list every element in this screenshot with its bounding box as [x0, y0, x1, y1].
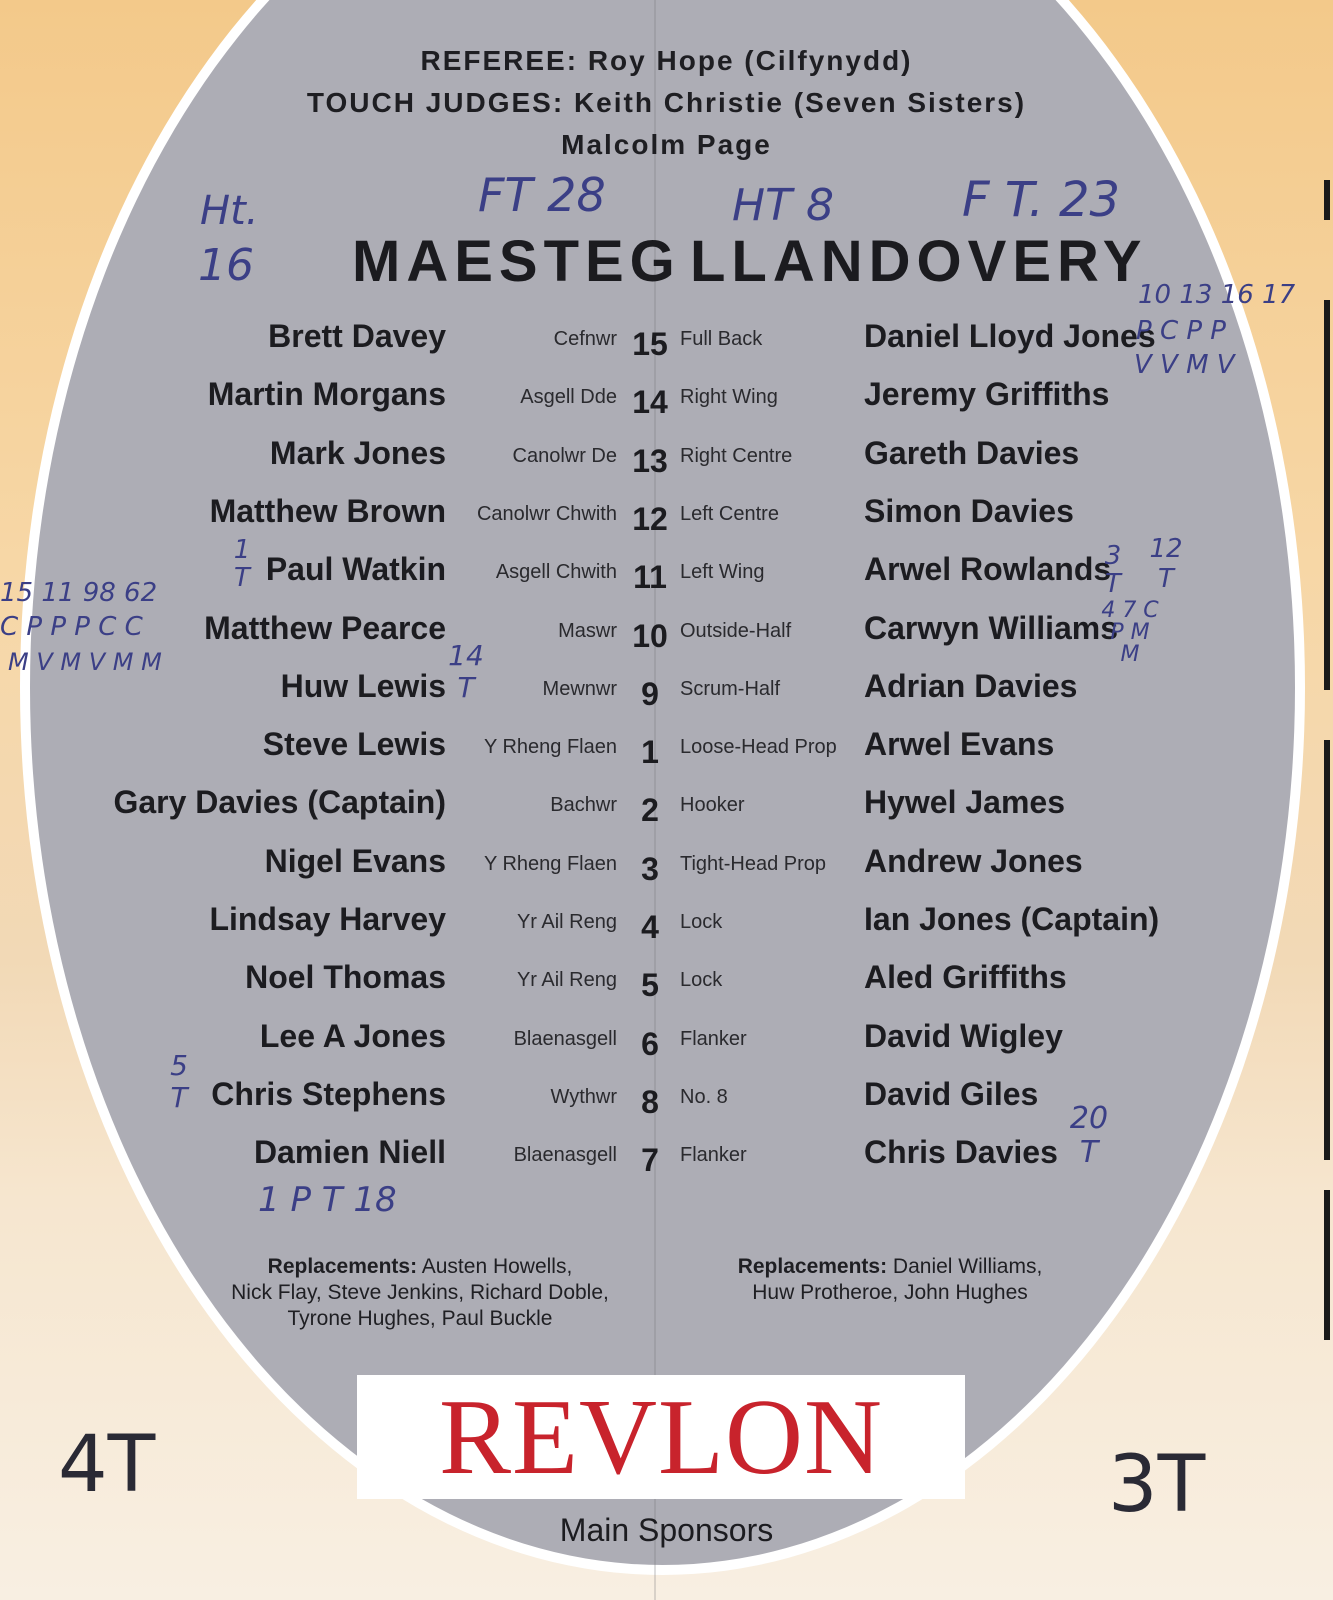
english-position: Right Centre	[680, 444, 793, 467]
handwritten-home-scoring-marks: M V M V M M	[8, 648, 162, 676]
home-player-name: Matthew Pearce	[204, 609, 446, 646]
away-player-name: Arwel Rowlands	[864, 551, 1112, 588]
home-player-name: Noel Thomas	[245, 959, 446, 996]
home-player-name: Damien Niell	[253, 1134, 446, 1171]
shirt-number: 2	[641, 792, 659, 829]
english-position: Scrum-Half	[680, 677, 781, 700]
lineup-row	[0, 376, 1333, 434]
away-player-name: Arwel Evans	[864, 726, 1055, 763]
welsh-position: Blaenasgell	[513, 1144, 617, 1167]
welsh-position: Yr Ail Reng	[516, 969, 617, 992]
home-player-name: Nigel Evans	[264, 842, 446, 879]
english-position: Full Back	[680, 328, 763, 350]
english-position: Left Wing	[680, 561, 765, 584]
handwritten-chris-davies-try: 20 T	[1069, 1101, 1109, 1170]
away-player-name: Simon Davies	[864, 492, 1074, 529]
sponsor-logo: REVLON	[439, 1378, 883, 1497]
home-player-name: Paul Watkin	[265, 551, 446, 588]
away-replacements	[690, 1254, 1090, 1306]
english-position: Lock	[680, 911, 723, 933]
lineup-row	[0, 959, 1333, 1017]
handwritten-home-tries-total: 4T	[58, 1420, 156, 1510]
scan-edge-mark	[1324, 180, 1330, 220]
handwritten-away-scoring-marks: V V M V	[1134, 350, 1235, 380]
welsh-position: Y Rheng Flaen	[483, 852, 617, 875]
away-player-name: Andrew Jones	[864, 842, 1083, 879]
handwritten-home-ht-score: 16	[198, 240, 254, 291]
lineup-row	[0, 1076, 1333, 1134]
handwritten-away-scoring-minutes: 10 13 16 17	[1138, 280, 1296, 310]
english-position: Right Wing	[680, 386, 778, 409]
handwritten-rowlands-try-2: 12 T	[1149, 534, 1183, 594]
away-player-name: Hywel James	[864, 784, 1066, 821]
away-player-name: Adrian Davies	[864, 667, 1078, 704]
shirt-number: 9	[641, 675, 659, 712]
lineup-row	[0, 843, 1333, 901]
english-position: Lock	[680, 969, 723, 992]
lineup-row	[0, 1018, 1333, 1076]
welsh-position: Canolwr De	[512, 444, 617, 467]
lineup-row	[0, 1134, 1333, 1192]
english-position: Loose-Head Prop	[680, 736, 837, 759]
sponsor-caption: Main Sponsors	[559, 1512, 774, 1548]
home-player-name: Chris Stephens	[211, 1075, 446, 1112]
away-replacements-label: Replacements:	[737, 1255, 888, 1278]
shirt-number: 13	[632, 442, 668, 479]
handwritten-williams-score: 4 7 C P M M	[1101, 598, 1159, 667]
away-player-name: Carwyn Williams	[864, 609, 1119, 646]
lineup-row	[0, 901, 1333, 959]
away-player-name: David Giles	[864, 1075, 1039, 1112]
handwritten-away-tries-total: 3T	[1108, 1440, 1206, 1530]
scan-edge-mark	[1324, 1190, 1330, 1340]
shirt-number: 4	[641, 909, 659, 945]
away-replacements-line2: Huw Protheroe, John Hughes	[752, 1281, 1028, 1304]
away-player-name: Chris Davies	[864, 1134, 1058, 1171]
shirt-number: 14	[632, 384, 668, 421]
away-player-name: Daniel Lloyd Jones	[864, 318, 1156, 354]
english-position: No. 8	[680, 1085, 728, 1108]
home-player-name: Lee A Jones	[259, 1017, 446, 1054]
handwritten-home-ft-score: FT 28	[478, 168, 606, 222]
home-replacements-line3: Tyrone Hughes, Paul Buckle	[287, 1307, 553, 1330]
home-player-name: Martin Morgans	[207, 376, 446, 413]
lineup-row	[0, 435, 1333, 493]
away-player-name: Gareth Davies	[864, 434, 1080, 471]
shirt-number: 10	[632, 617, 668, 654]
english-position: Left Centre	[680, 502, 779, 525]
welsh-position: Wythwr	[550, 1085, 617, 1108]
welsh-position: Y Rheng Flaen	[483, 736, 617, 759]
home-player-name: Matthew Brown	[209, 492, 446, 529]
home-player-name: Brett Davey	[268, 318, 446, 354]
home-player-name: Lindsay Harvey	[209, 901, 446, 937]
referee-line: REFEREE: Roy Hope (Cilfynydd)	[420, 45, 913, 76]
welsh-position: Yr Ail Reng	[516, 911, 617, 933]
handwritten-lewis-try: 14 T	[448, 639, 484, 704]
handwritten-stephens-try: 5 T	[170, 1049, 188, 1114]
welsh-position: Bachwr	[550, 794, 617, 817]
welsh-position: Asgell Dde	[520, 386, 617, 409]
touch-judges-line: TOUCH JUDGES: Keith Christie (Seven Sisters)	[306, 87, 1027, 118]
shirt-number: 1	[641, 734, 659, 771]
lineup-row	[0, 784, 1333, 842]
away-player-name: Ian Jones (Captain)	[864, 901, 1160, 937]
handwritten-away-ft-score: F T. 23	[962, 172, 1121, 228]
welsh-position: Cefnwr	[553, 328, 617, 350]
lineup-row	[0, 668, 1333, 726]
away-team-title: LLANDOVERY	[690, 229, 1148, 294]
shirt-number: 5	[641, 967, 659, 1004]
english-position: Flanker	[680, 1027, 747, 1050]
handwritten-rowlands-try-1: 3 T	[1104, 541, 1122, 599]
handwritten-penalty-try: 1 P T 18	[258, 1180, 397, 1220]
welsh-position: Maswr	[558, 619, 617, 642]
shirt-number: 12	[632, 500, 668, 537]
handwritten-away-scoring-types: P C P P	[1136, 316, 1226, 346]
english-position: Outside-Half	[680, 619, 792, 642]
touch-judge-second-line: Malcolm Page	[561, 129, 772, 160]
home-player-name: Gary Davies (Captain)	[113, 784, 446, 821]
welsh-position: Canolwr Chwith	[476, 502, 617, 525]
english-position: Hooker	[680, 794, 745, 817]
away-player-name: David Wigley	[864, 1017, 1063, 1054]
lineup-row	[0, 493, 1333, 551]
home-player-name: Huw Lewis	[280, 667, 446, 704]
handwritten-home-scoring-minutes: 15 11 98 62	[0, 578, 158, 608]
english-position: Flanker	[680, 1144, 747, 1167]
sponsor-logo-box	[357, 1375, 965, 1499]
home-team-title: MAESTEG	[352, 229, 681, 294]
home-replacements-line2: Nick Flay, Steve Jenkins, Richard Doble,	[231, 1281, 609, 1304]
shirt-number: 8	[641, 1083, 659, 1120]
lineup-row	[0, 726, 1333, 784]
handwritten-away-ht-score: HT 8	[732, 180, 834, 231]
away-player-name: Aled Griffiths	[864, 959, 1067, 996]
handwritten-home-scoring-types: C P P P C C	[0, 612, 143, 642]
home-player-name: Mark Jones	[269, 434, 446, 471]
home-replacements	[210, 1254, 630, 1332]
away-replacements-line1: Daniel Williams,	[887, 1255, 1043, 1278]
english-position: Tight-Head Prop	[680, 852, 826, 875]
home-player-name: Steve Lewis	[262, 726, 446, 763]
welsh-position: Blaenasgell	[513, 1027, 617, 1050]
match-officials	[0, 40, 1333, 166]
shirt-number: 15	[632, 326, 668, 362]
shirt-number: 6	[641, 1025, 659, 1062]
handwritten-watkin-try: 1 T	[233, 535, 251, 593]
shirt-number: 7	[641, 1142, 659, 1179]
welsh-position: Asgell Chwith	[495, 561, 617, 584]
shirt-number: 3	[641, 850, 659, 887]
away-player-name: Jeremy Griffiths	[864, 376, 1110, 413]
home-replacements-line1: Austen Howells,	[417, 1255, 573, 1278]
welsh-position: Mewnwr	[542, 677, 617, 700]
home-replacements-label: Replacements:	[267, 1255, 418, 1278]
shirt-number: 11	[633, 559, 667, 596]
handwritten-home-ht-label: Ht.	[200, 188, 259, 234]
